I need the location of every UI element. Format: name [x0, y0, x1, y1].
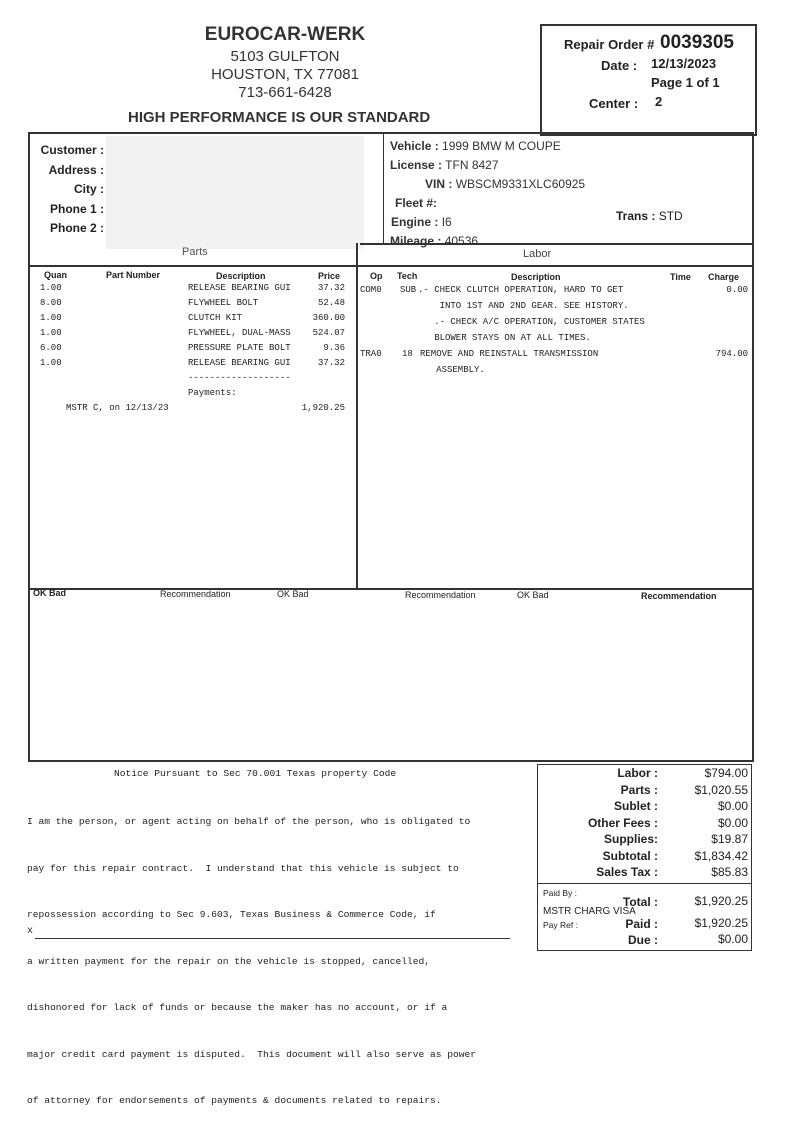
notice-line: of attorney for endorsements of payments & documents related to repairs. — [27, 1095, 442, 1106]
labor-header-time: Time — [670, 272, 691, 282]
fleet-label: Fleet #: — [395, 196, 438, 210]
totals-rows — [540, 765, 750, 881]
notice-line: I am the person, or agent acting on behalf of the person, who is obligated to — [27, 816, 471, 827]
customer-vehicle-divider — [383, 133, 384, 243]
parts-list — [30, 283, 356, 418]
parts-header-part-number: Part Number — [106, 270, 161, 280]
labor-charge: 0.00 — [726, 285, 748, 295]
parts-header-price: Price — [318, 271, 341, 281]
labor-op: TRA0 — [360, 349, 382, 359]
labor-desc: INTO 1ST AND 2ND GEAR. SEE HISTORY. — [418, 301, 629, 311]
total-subtotal-value: $1,834.42 — [694, 848, 748, 863]
part-quan: 1.00 — [40, 328, 62, 338]
paid-value: $1,920.25 — [694, 916, 748, 930]
notice-line: pay for this repair contract. I understand that this vehicle is subject to — [27, 862, 459, 874]
center-value: 2 — [655, 94, 663, 109]
labor-desc: REMOVE AND REINSTALL TRANSMISSION — [420, 349, 599, 359]
address-label: Address : — [48, 162, 104, 177]
labor-charge: 794.00 — [715, 349, 748, 359]
mileage-label: Mileage : — [390, 234, 442, 248]
order-date-label: Date : — [601, 58, 638, 73]
recommend-divider — [29, 588, 753, 590]
vehicle-label: Vehicle : — [390, 139, 439, 153]
grand-total-value: $1,920.25 — [694, 894, 748, 908]
mileage-value: 40536 — [444, 234, 479, 248]
customer-label: Customer : — [40, 143, 104, 157]
parts-header-description: Description — [216, 271, 266, 281]
trans-field — [616, 209, 683, 223]
paid-by-label: Paid By : — [543, 888, 578, 898]
labor-line — [358, 301, 754, 317]
customer-redaction — [106, 136, 364, 249]
total-sales-tax-label: Sales Tax : — [596, 865, 658, 879]
part-price: 37.32 — [317, 358, 345, 368]
part-quan: 1.00 — [40, 283, 62, 293]
engine-value: I6 — [441, 215, 452, 229]
parts-title: Parts — [182, 246, 208, 258]
phone1-label: Phone 1 : — [49, 201, 104, 216]
shop-name: EUROCAR-WERK — [204, 24, 366, 45]
shop-city: HOUSTON, TX 77081 — [211, 66, 359, 83]
total-sales-tax-value: $85.83 — [711, 865, 748, 879]
paid-by-value: MSTR CHARG VISA — [543, 906, 636, 917]
payment-amount: 1,920.25 — [301, 403, 345, 413]
labor-tech: SUB — [400, 285, 417, 295]
total-supplies-value: $19.87 — [711, 832, 748, 846]
labor-op: COM0 — [360, 285, 382, 295]
part-price: 37.32 — [317, 283, 345, 293]
labor-title: Labor — [523, 248, 552, 260]
vehicle-value: 1999 BMW M COUPE — [442, 139, 561, 153]
labor-header-op: Op — [370, 271, 383, 281]
vin-label: VIN : — [425, 177, 453, 191]
recommend-label-3: Recommendation — [641, 591, 717, 601]
labor-desc: ASSEMBLY. — [420, 365, 485, 375]
part-desc: PRESSURE PLATE BOLT — [188, 343, 291, 353]
labor-tech: 18 — [402, 349, 413, 359]
labor-header-description: Description — [511, 272, 561, 282]
trans-label: Trans : — [616, 209, 656, 223]
recommend-okbad-1: OK Bad — [33, 588, 67, 598]
pay-ref-label: Pay Ref : — [543, 920, 578, 930]
part-quan: 1.00 — [40, 358, 62, 368]
notice-line: major credit card payment is disputed. This document will also serve as power — [27, 1048, 477, 1060]
payments-label: Payments: — [188, 388, 237, 398]
due-label: Due : — [628, 933, 658, 947]
shop-street: 5103 GULFTON — [230, 48, 340, 65]
parts-row — [30, 343, 356, 358]
parts-row — [30, 313, 356, 328]
section-divider-mid — [29, 265, 753, 267]
section-divider-top — [360, 243, 754, 245]
recommend-label-1: Recommendation — [160, 589, 231, 599]
phone2-label: Phone 2 : — [49, 221, 104, 235]
labor-list — [358, 285, 754, 381]
total-labor-label: Labor : — [617, 766, 658, 780]
total-supplies-label: Supplies: — [603, 832, 658, 846]
part-quan: 1.00 — [40, 313, 62, 323]
labor-line — [358, 333, 754, 349]
notice-line: a written payment for the repair on the vehicle is stopped, cancelled, — [27, 955, 431, 967]
part-desc: FLYWHEEL, DUAL-MASS — [188, 328, 291, 338]
notice-title: Notice Pursuant to Sec 70.001 Texas property Code — [114, 768, 397, 779]
payment-line: MSTR C, on 12/13/23 — [66, 403, 169, 413]
totals-divider — [538, 883, 751, 884]
notice-text — [27, 783, 476, 1124]
license-label: License : — [390, 158, 443, 172]
total-labor-value: $794.00 — [704, 766, 748, 780]
labor-line — [358, 285, 754, 301]
shop-phone: 713-661-6428 — [238, 84, 332, 101]
part-quan: 8.00 — [40, 298, 62, 308]
grand-total-label: Total : — [622, 895, 658, 909]
labor-header-charge: Charge — [708, 272, 740, 282]
signature-x: x — [27, 926, 34, 937]
repair-order-number: 0039305 — [660, 32, 734, 53]
license-value: TFN 8427 — [445, 158, 499, 172]
customer-labels — [36, 141, 104, 239]
repair-order-label: Repair Order # — [564, 37, 655, 52]
part-price: 9.36 — [323, 343, 345, 353]
parts-header-quan: Quan — [44, 270, 68, 280]
parts-row — [30, 283, 356, 298]
trans-value: STD — [658, 209, 683, 223]
total-sublet-value: $0.00 — [717, 799, 748, 813]
vin-value: WBSCM9331XLC60925 — [455, 177, 586, 191]
paid-label: Paid : — [625, 917, 658, 931]
due-value: $0.00 — [717, 932, 748, 946]
part-price: 360.00 — [312, 313, 345, 323]
part-price: 524.07 — [312, 328, 345, 338]
order-date: 12/13/2023 — [651, 56, 717, 71]
vehicle-block — [390, 137, 585, 251]
shop-slogan: HIGH PERFORMANCE IS OUR STANDARD — [128, 109, 431, 126]
engine-label: Engine : — [391, 215, 439, 229]
labor-line — [358, 365, 754, 381]
notice-line: dishonored for lack of funds or because the maker has no account, or if a — [27, 1002, 448, 1013]
part-quan: 6.00 — [40, 343, 62, 353]
recommend-okbad-2: OK Bad — [277, 589, 309, 599]
labor-desc: .- CHECK A/C OPERATION, CUSTOMER STATES — [418, 317, 645, 327]
center-label: Center : — [589, 96, 639, 111]
part-desc: RELEASE BEARING GUI — [188, 283, 291, 293]
labor-desc: BLOWER STAYS ON AT ALL TIMES. — [418, 333, 591, 343]
shop-header — [180, 24, 390, 101]
recommend-okbad-3: OK Bad — [517, 590, 549, 600]
part-desc: FLYWHEEL BOLT — [188, 298, 259, 308]
total-other-fees-value: $0.00 — [717, 815, 748, 830]
labor-line — [358, 317, 754, 333]
part-desc: CLUTCH KIT — [188, 313, 243, 323]
labor-line — [358, 349, 754, 365]
recommend-label-2: Recommendation — [405, 590, 476, 600]
parts-separator: ------------------- — [188, 373, 291, 383]
labor-header-tech: Tech — [397, 271, 418, 281]
part-price: 52.48 — [317, 298, 345, 308]
notice-line: repossession according to Sec 9.603, Texas Business & Commerce Code, if — [27, 909, 436, 920]
parts-row — [30, 298, 356, 313]
total-parts-label: Parts : — [620, 782, 658, 797]
labor-desc: .- CHECK CLUTCH OPERATION, HARD TO GET — [418, 285, 624, 295]
part-desc: RELEASE BEARING GUI — [188, 358, 291, 368]
total-subtotal-label: Subtotal : — [602, 848, 658, 863]
parts-row — [30, 328, 356, 343]
total-sublet-label: Sublet : — [614, 799, 658, 813]
city-label: City : — [74, 182, 104, 196]
page-indicator: Page 1 of 1 — [651, 75, 720, 90]
total-other-fees-label: Other Fees : — [587, 815, 658, 830]
total-parts-value: $1,020.55 — [694, 782, 748, 797]
parts-row — [30, 358, 356, 373]
signature-line — [35, 938, 510, 939]
